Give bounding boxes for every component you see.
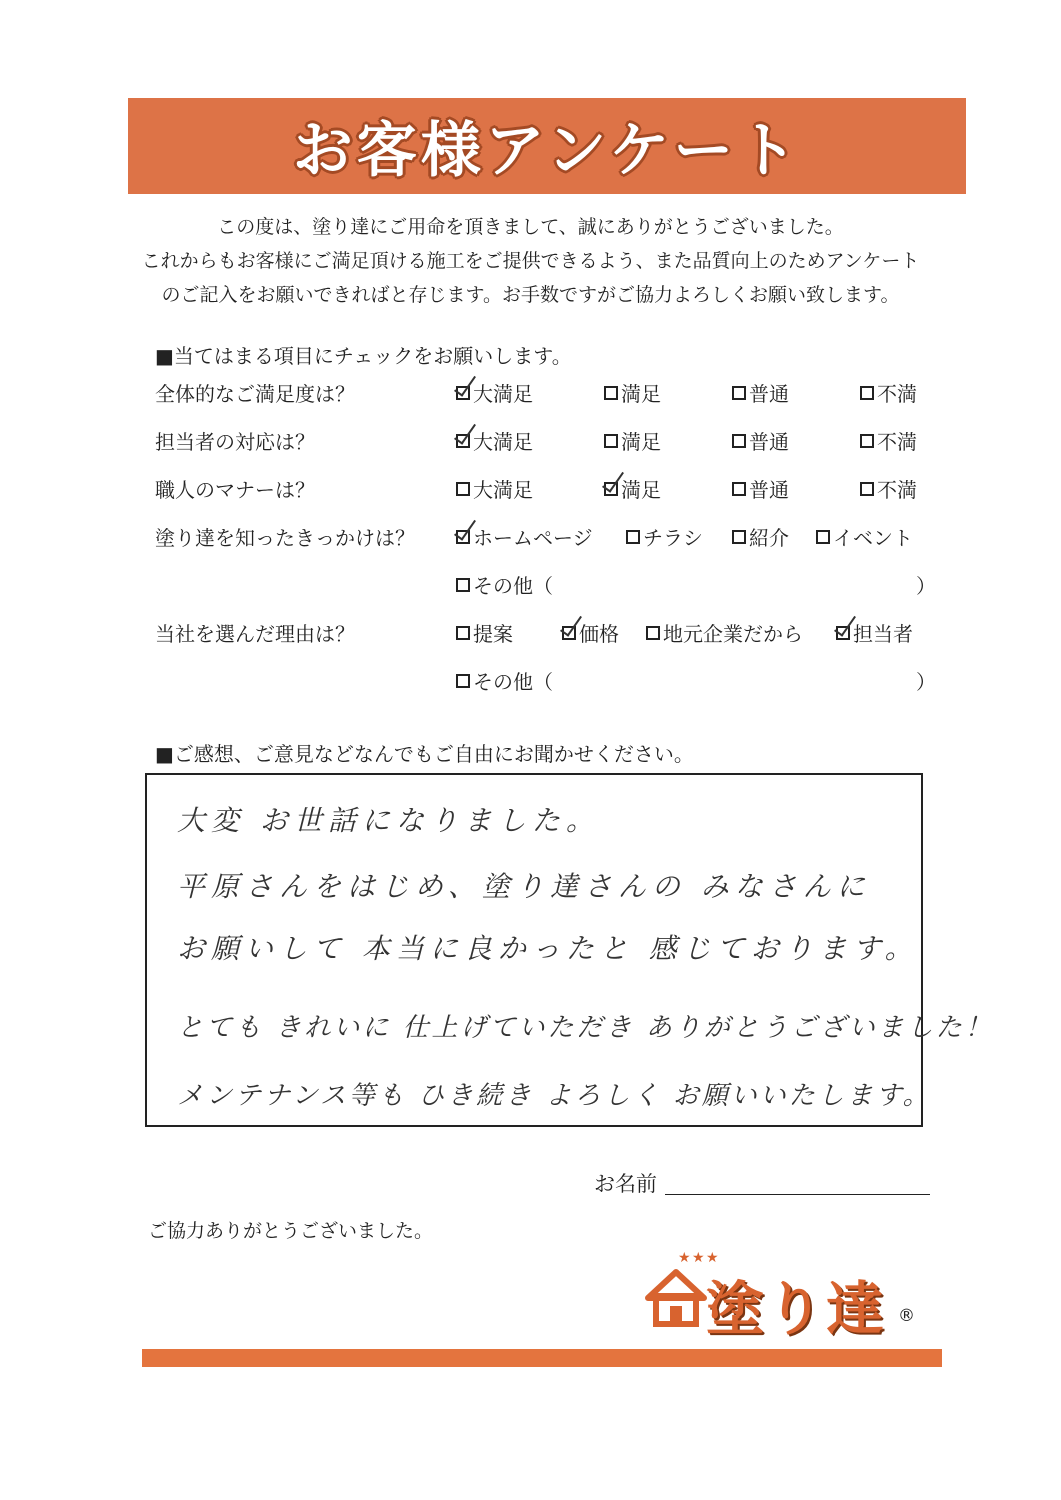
checkbox-checked-icon[interactable] (836, 626, 850, 640)
checkbox-icon[interactable] (456, 578, 470, 592)
page-title: お客様アンケート (292, 116, 802, 186)
svg-text:★: ★ (692, 1250, 705, 1266)
comment-box[interactable] (145, 773, 994, 1127)
checkbox-icon[interactable] (626, 530, 640, 544)
company-logo (640, 1240, 930, 1343)
question-label: 当社を選んだ理由は？ (155, 622, 355, 646)
option-checkbox[interactable]: 大満足 (456, 378, 533, 407)
comment-line: お願いして 本当に良かったと 感じております。 (177, 932, 919, 965)
option-checkbox[interactable]: 大満足 (456, 426, 533, 455)
checkbox-icon[interactable] (604, 386, 618, 400)
option-checkbox[interactable]: 満足 (604, 474, 661, 503)
question-row-reason (0, 618, 1061, 652)
question-label: 全体的なご満足度は？ (155, 382, 355, 406)
option-checkbox[interactable]: 価格 (562, 618, 619, 647)
option-checkbox[interactable]: 普通 (732, 474, 789, 503)
checkbox-checked-icon[interactable] (456, 434, 470, 448)
checkbox-icon[interactable] (456, 674, 470, 688)
question-row-reason-other (0, 666, 1061, 700)
option-checkbox[interactable]: 普通 (732, 378, 789, 407)
option-checkbox[interactable]: 紹介 (732, 522, 789, 551)
checkbox-checked-icon[interactable] (604, 482, 618, 496)
comment-line: 平原さんをはじめ、塗り達さんの みなさんに (177, 870, 871, 903)
option-checkbox-other[interactable]: その他（ (456, 666, 553, 695)
option-checkbox[interactable]: 普通 (732, 426, 789, 455)
checkbox-checked-icon[interactable] (456, 386, 470, 400)
option-checkbox[interactable]: 大満足 (456, 474, 533, 503)
question-label: 担当者の対応は？ (155, 430, 315, 454)
question-row-staff (0, 426, 1061, 460)
checkbox-icon[interactable] (732, 530, 746, 544)
logo-text: 塗り達 (706, 1275, 887, 1343)
intro-line-3: のご記入をお願いできればと存じます。お手数ですがご協力よろしくお願い致します。 (161, 284, 900, 306)
question-row-source-other (0, 570, 1061, 604)
option-checkbox[interactable]: 提案 (456, 618, 513, 647)
comment-line: 大変 お世話になりました。 (177, 804, 600, 837)
comment-line: とても きれいに 仕上げていただき ありがとうございました！ (177, 1013, 994, 1043)
option-checkbox[interactable]: 不満 (860, 378, 917, 407)
question-row-manners (0, 474, 1061, 508)
question-label: 塗り達を知ったきっかけは？ (155, 526, 415, 550)
intro-line-1: この度は、塗り達にご用命を頂きまして、誠にありがとうございました。 (217, 216, 844, 238)
option-checkbox[interactable]: 担当者 (836, 618, 913, 647)
checkbox-checked-icon[interactable] (562, 626, 576, 640)
option-checkbox[interactable]: チラシ (626, 522, 703, 551)
checkbox-icon[interactable] (732, 434, 746, 448)
svg-text:★: ★ (706, 1250, 719, 1266)
checkbox-icon[interactable] (732, 482, 746, 496)
checkbox-icon[interactable] (456, 626, 470, 640)
question-row-source (0, 522, 1061, 556)
name-label: お名前 (594, 1172, 657, 1196)
comment-heading: ■ご感想、ご意見などなんでもご自由にお聞かせください。 (155, 742, 694, 766)
option-checkbox[interactable]: 不満 (860, 426, 917, 455)
comment-line: メンテナンス等も ひき続き よろしく お願いいたします。 (177, 1081, 932, 1111)
svg-text:★: ★ (678, 1250, 691, 1266)
option-checkbox[interactable]: イベント (816, 522, 913, 551)
paren-close: ） (916, 574, 936, 598)
registered-mark: ® (898, 1306, 915, 1326)
checkbox-icon[interactable] (816, 530, 830, 544)
question-row-satisfaction (0, 378, 1061, 412)
checkbox-checked-icon[interactable] (456, 530, 470, 544)
question-label: 職人のマナーは？ (155, 478, 315, 502)
checkbox-icon[interactable] (732, 386, 746, 400)
intro-line-2: これからもお客様にご満足頂ける施工をご提供できるよう、また品質向上のためアンケート (141, 250, 920, 272)
option-checkbox-other[interactable]: その他（ (456, 570, 553, 599)
checkbox-icon[interactable] (860, 434, 874, 448)
thanks-text: ご協力ありがとうございました。 (148, 1220, 434, 1242)
option-checkbox[interactable]: 満足 (604, 426, 661, 455)
checklist-heading: ■当てはまる項目にチェックをお願いします。 (155, 344, 572, 368)
footer-bar (142, 1349, 942, 1367)
checkbox-icon[interactable] (646, 626, 660, 640)
checkbox-icon[interactable] (860, 386, 874, 400)
checkbox-icon[interactable] (604, 434, 618, 448)
option-checkbox[interactable]: 不満 (860, 474, 917, 503)
option-checkbox[interactable]: 満足 (604, 378, 661, 407)
name-field[interactable] (665, 1194, 930, 1195)
option-checkbox[interactable]: 地元企業だから (646, 618, 803, 647)
checkbox-icon[interactable] (456, 482, 470, 496)
checkbox-icon[interactable] (860, 482, 874, 496)
paren-close: ） (916, 670, 936, 694)
option-checkbox[interactable]: ホームページ (456, 522, 593, 551)
title-banner (128, 98, 966, 194)
